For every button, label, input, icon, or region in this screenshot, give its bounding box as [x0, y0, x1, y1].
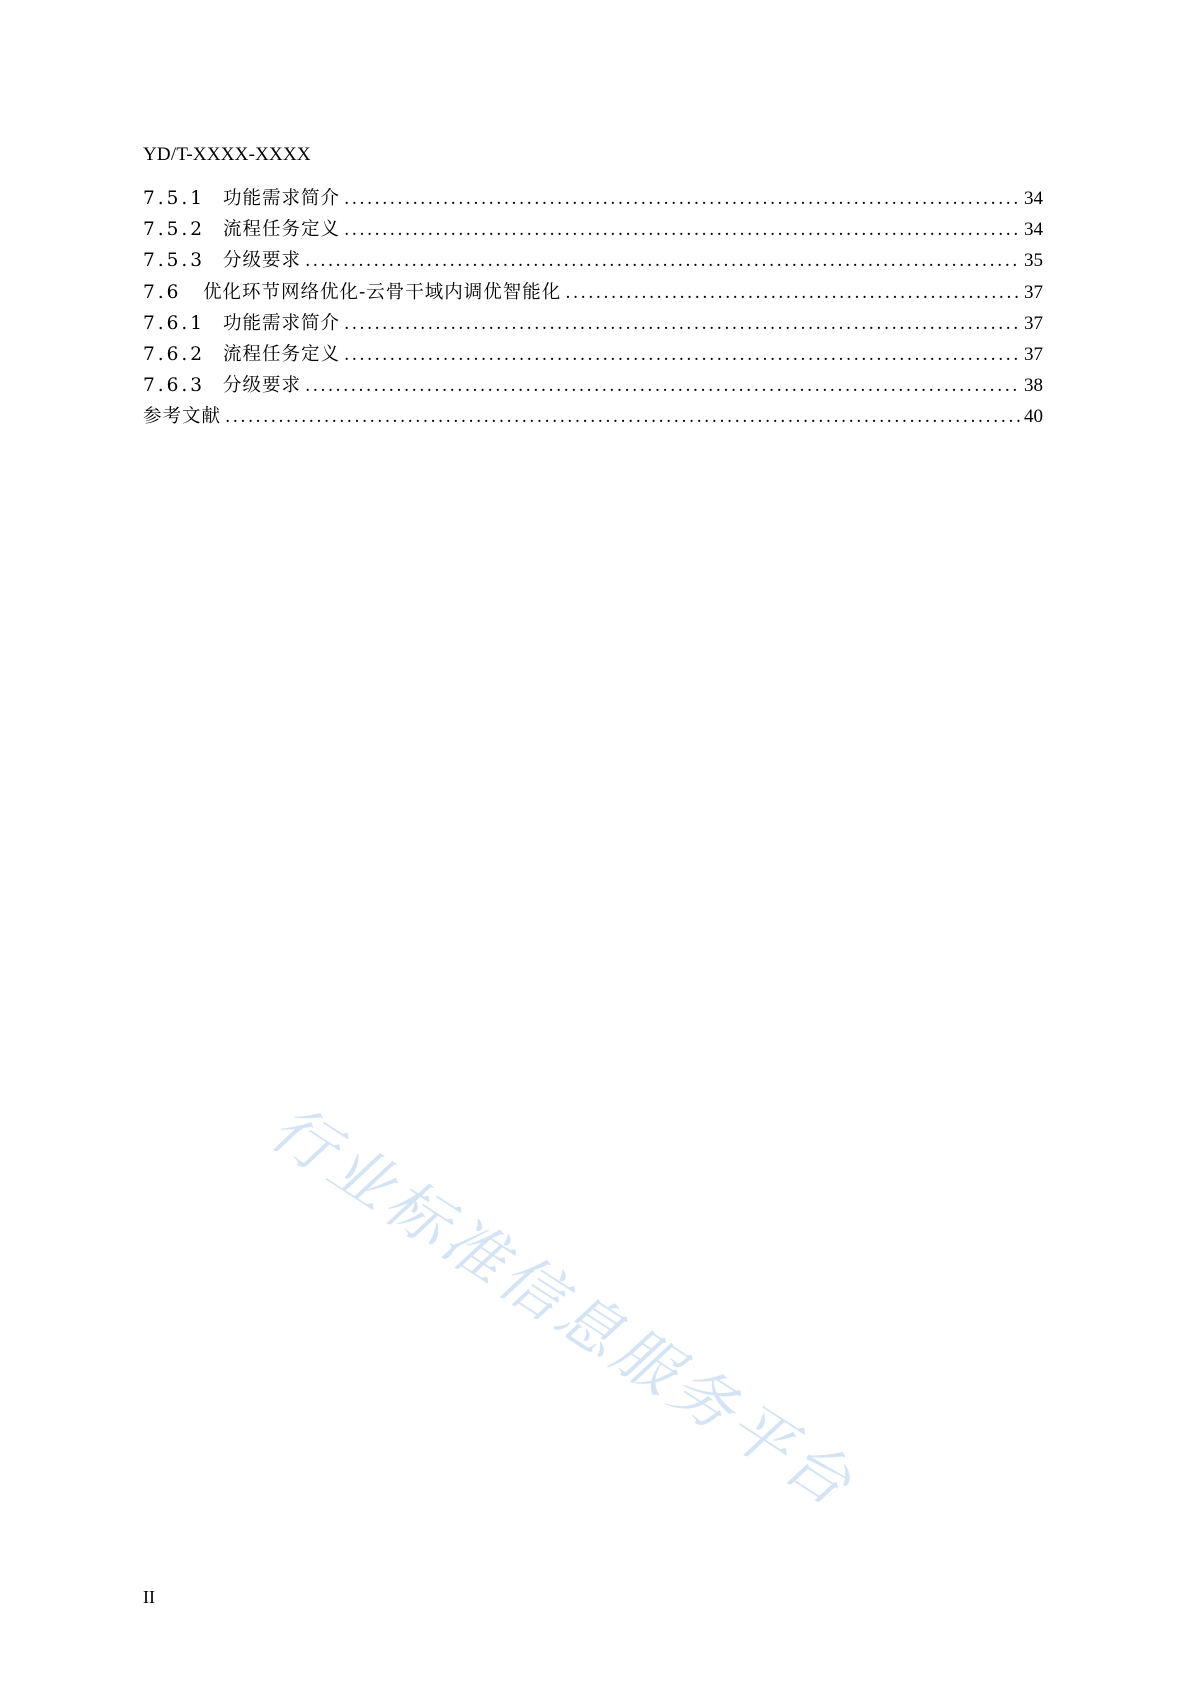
- toc-entry-number: 7.5.3: [143, 250, 206, 272]
- toc-entry[interactable]: [143, 308, 1043, 339]
- toc-entry[interactable]: [143, 339, 1043, 370]
- toc-entry-page: 35: [1024, 250, 1043, 272]
- toc-entry-page: 34: [1024, 219, 1043, 241]
- toc-leader-dots: [344, 309, 1020, 340]
- toc-entry-title: 参考文献: [143, 406, 222, 428]
- page-number: II: [143, 1587, 155, 1607]
- toc-entry[interactable]: [143, 183, 1043, 214]
- toc-entry[interactable]: [143, 245, 1043, 276]
- toc-entry-title: 功能需求简介: [223, 312, 341, 334]
- toc-leader-dots: [344, 340, 1020, 371]
- toc-entry-page: 37: [1024, 343, 1043, 365]
- toc-entry-title: 分级要求: [223, 375, 302, 397]
- toc-entry-title: 优化环节网络优化-云骨干域内调优智能化: [203, 281, 562, 303]
- toc-entry-page: 40: [1024, 406, 1043, 428]
- toc-leader-dots: [305, 371, 1020, 402]
- toc-leader-dots: [344, 215, 1020, 246]
- toc-entry-number: 7.6.1: [143, 312, 206, 334]
- table-of-contents: [143, 183, 1043, 433]
- toc-entry-number: 7.5.1: [143, 188, 206, 209]
- toc-entry-references[interactable]: [143, 401, 1043, 432]
- toc-entry-number: 7.6: [143, 281, 182, 303]
- toc-entry-number: 7.6.3: [143, 375, 206, 397]
- toc-entry-page: 37: [1024, 312, 1043, 334]
- toc-entry-page: 34: [1024, 188, 1043, 209]
- document-code: YD/T-XXXX-XXXX: [143, 144, 311, 165]
- toc-entry-number: 7.6.2: [143, 343, 206, 365]
- toc-entry[interactable]: [143, 370, 1043, 401]
- toc-leader-dots: [344, 184, 1020, 215]
- toc-leader-dots: [305, 246, 1020, 277]
- toc-leader-dots: [565, 278, 1020, 309]
- toc-entry[interactable]: [143, 277, 1043, 308]
- toc-entry-title: 流程任务定义: [223, 343, 341, 365]
- toc-entry-number: 7.5.2: [143, 219, 206, 241]
- toc-leader-dots: [225, 402, 1020, 433]
- toc-entry-page: 37: [1024, 281, 1043, 303]
- toc-entry[interactable]: [143, 214, 1043, 245]
- toc-entry-title: 功能需求简介: [223, 188, 341, 209]
- toc-entry-title: 流程任务定义: [223, 219, 341, 241]
- watermark: 行业标准信息服务平台: [258, 1090, 869, 1523]
- toc-entry-title: 分级要求: [223, 250, 302, 272]
- toc-entry-page: 38: [1024, 375, 1043, 397]
